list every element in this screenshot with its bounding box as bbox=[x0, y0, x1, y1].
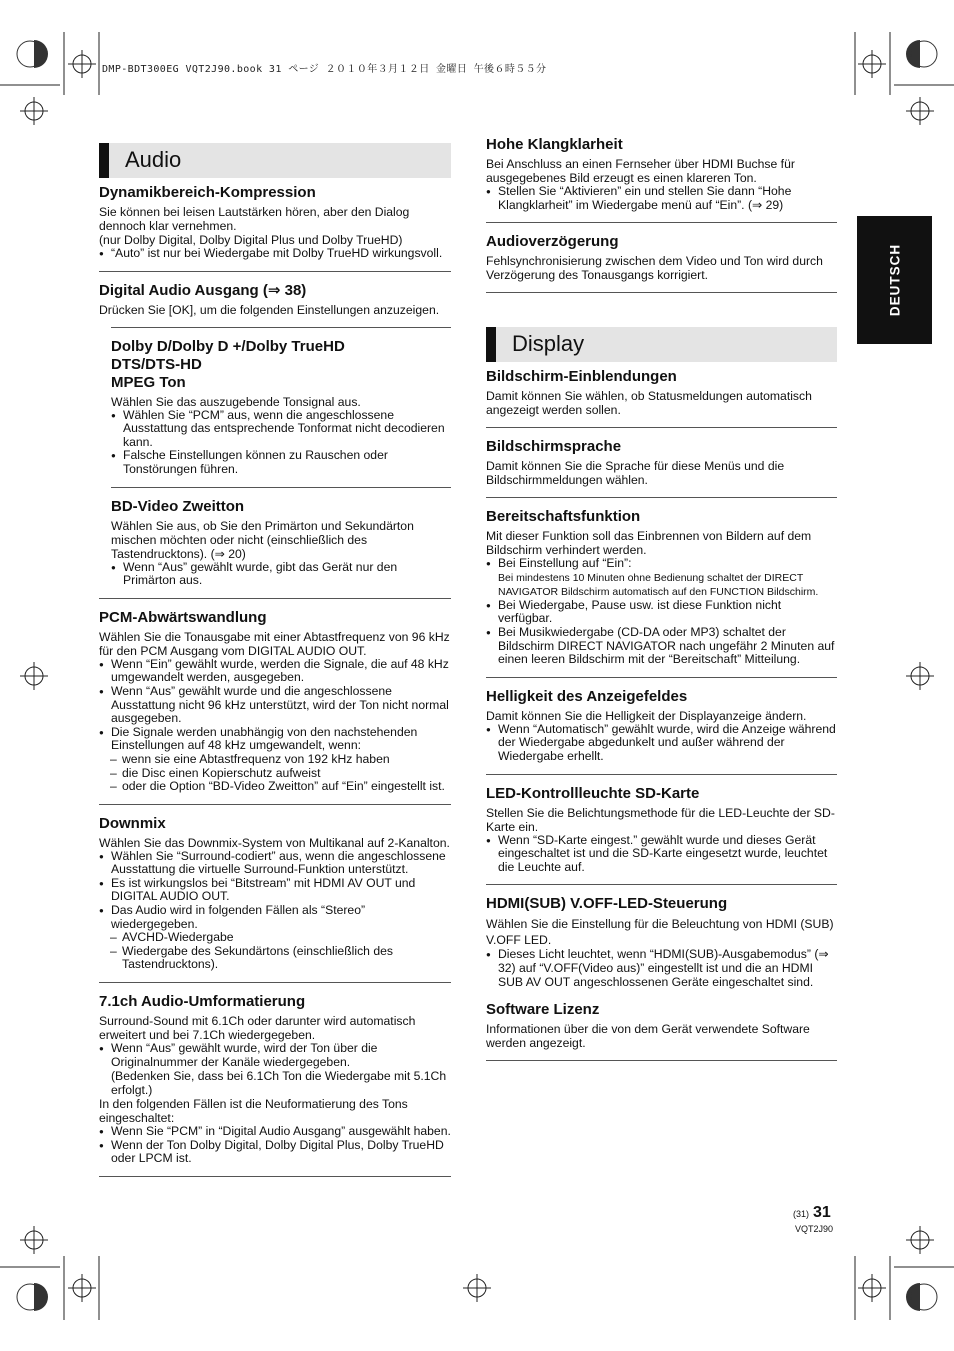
item-bd-zweitton: BD-Video Zweitton Wählen Sie aus, ob Sie den Primärton und Sekundärton mischen möchten oder nicht (einschließlich des Tastendrucktons). (⇒ 20) ● Wenn “Aus” gewählt wurde, gibt das Gerät nur den Primärton aus. bbox=[99, 498, 451, 588]
divider bbox=[486, 1060, 837, 1061]
divider bbox=[486, 292, 837, 293]
item-dolby: Dolby D/Dolby D +/Dolby TrueHD DTS/DTS-HD MPEG Ton Wählen Sie das auszugebende Tonsignal aus. ● Wählen Sie “PCM” aus, wenn die angeschlossene Ausstattung das entsprechende Tonformat nicht decodieren kann. ● Falsche Einstellungen können zu Rauschen oder Tonstörungen führen. bbox=[99, 338, 451, 477]
divider bbox=[99, 1176, 451, 1177]
divider bbox=[99, 982, 451, 983]
divider bbox=[111, 487, 451, 488]
item-bildschirm-einblendungen: Bildschirm-Einblendungen Damit können Sie wählen, ob Statusmeldungen automatisch angezeigt werden sollen. bbox=[486, 368, 812, 418]
divider bbox=[99, 598, 451, 599]
language-tab-label: DEUTSCH bbox=[887, 243, 902, 317]
divider bbox=[486, 497, 837, 498]
item-bildschirmsprache: Bildschirmsprache Damit können Sie die Sprache für diese Menüs und die Bildschirmmeldungen wählen. bbox=[486, 438, 785, 488]
item-bereitschaftsfunktion: Bereitschaftsfunktion Mit dieser Funktion soll das Einbrennen von Bildern auf dem Bildschirm verhindert werden. ● Bei Einstellung auf “Ein”: Bei mindestens 10 Minuten ohne Bedienung schaltet der DIRECT NAVIGATOR Bildschirm automatisch auf den FUNCTION Bildschirm. ● Bei Wiedergabe, Pause usw. ist diese Funktion nicht verfügbar. ● Bei Musikwiedergabe (CD-DA oder MP3) schaltet der Bildschirm DIRECT NAVIGATOR nach ungefähr 2 Minuten auf einen leeren Bildschirm mit der “Bereitschaft” Mitteilung. bbox=[486, 508, 837, 667]
divider bbox=[486, 222, 837, 223]
item-hdmi-sub-led: HDMI(SUB) V.OFF-LED-Steuerung Wählen Sie die Einstellung für die Beleuchtung von HDMI (SUB) V.OFF LED. ● Dieses Licht leuchtet, wenn “HDMI(SUB)-Ausgabemodus” (⇒ 32) auf “V.OFF(Video aus)” eingestellt ist und die an HDMI SUB AV OUT angeschlossenen Geräte eingeschaltet sind. bbox=[486, 895, 837, 989]
divider bbox=[486, 427, 837, 428]
item-pcm: PCM-Abwärtswandlung Wählen Sie die Tonausgabe mit einer Abtastfrequenz von 96 kHz für den PCM Ausgang vom DIGITAL AUDIO OUT. ● Wenn “Ein” gewählt wurde, werden die Signale, die auf 48 kHz umgewandelt werden, ausgegeben. ● Wenn “Aus” gewählt wurde und die angeschlossene Ausstattung nicht 96 kHz unterstützt, wird der Ton nicht normal ausgegeben. ● Die Signale werden unabhängig von den nachstehenden Einstellungen auf 48 kHz umgewandelt, wenn: – wenn sie eine Abtastfrequenz von 192 kHz haben – die Disc einen Kopierschutz aufweist – oder die Option “BD-Video Zweitton” auf “Ein” eingestellt ist. bbox=[99, 609, 451, 794]
divider bbox=[99, 804, 451, 805]
divider bbox=[111, 327, 451, 328]
section-title-display: Display bbox=[486, 327, 837, 362]
divider bbox=[99, 271, 451, 272]
item-software-lizenz: Software Lizenz Informationen über die von dem Gerät verwendete Software werden angezeigt. bbox=[486, 1001, 810, 1051]
item-digital-audio: Digital Audio Ausgang (⇒ 38) Drücken Sie [OK], um die folgenden Einstellungen anzuzeigen. bbox=[99, 281, 440, 317]
item-helligkeit: Helligkeit des Anzeigefeldes Damit können Sie die Helligkeit der Displayanzeige ändern. ● Wenn “Automatisch” gewählt wurde, wird die Anzeige während der Wiedergabe abgedunkelt und außer während der Wiedergabe erhellt. bbox=[486, 688, 837, 764]
language-tab bbox=[857, 216, 932, 344]
title-bar bbox=[99, 143, 109, 178]
item-audioverzoegerung: Audioverzögerung Fehlsynchronisierung zwischen dem Video und Ton wird durch Verzögerung des Tonausgangs korrigiert. bbox=[486, 233, 823, 283]
item-downmix: Downmix Wählen Sie das Downmix-System von Multikanal auf 2-Kanalton. ● Wählen Sie “Surround-codiert” aus, wenn die angeschlossene Ausstattung die virtuelle Surround-Funktion unterstützt. ● Es ist wirkungslos bei “Bitstream” mit HDMI AV OUT und DIGITAL AUDIO OUT. ● Das Audio wird in folgenden Fällen als “Stereo” wiedergegeben. – AVCHD-Wiedergabe – Wiedergabe des Sekundärtons (einschließlich des Tastendrucktons). bbox=[99, 815, 451, 972]
item-hohe-klangklarheit: Hohe Klangklarheit Bei Anschluss an einen Fernseher über HDMI Buchse für ausgegebenes Bild erzeugt es einen klareren Ton. ● Stellen Sie “Aktivieren” ein und stellen Sie dann “Hohe Klangklarheit” im Wiedergabe menü auf “Ein”. (⇒ 29) bbox=[486, 136, 837, 212]
title-bar bbox=[486, 327, 496, 362]
item-dynamik: Dynamikbereich-Kompression Sie können bei leisen Lautstärken hören, aber den Dialog dennoch klar vernehmen. (nur Dolby Digital, Dolby Digital Plus und Dolby TrueHD) ● “Auto” ist nur bei Wiedergabe mit Dolby TrueHD wirkungsvoll. bbox=[99, 184, 451, 261]
left-column bbox=[99, 143, 451, 1187]
print-header: DMP-BDT300EG VQT2J90.book 31 ページ ２０１０年３月１２日 金曜日 午後６時５５分 bbox=[102, 64, 547, 75]
item-71ch: 7.1ch Audio-Umformatierung Surround-Sound mit 6.1Ch oder darunter wird automatisch erweitert und bei 7.1Ch wiedergegeben. ● Wenn “Aus” gewählt wurde, wird der Ton über die Originalnummer der Kanäle wiedergegeben. (Bedenken Sie, dass bei 6.1Ch Ton die Wiedergabe mit 5.1Ch erfolgt.) In den folgenden Fällen ist die Neuformatierung des Tons eingeschaltet: ● Wenn Sie “PCM” in “Digital Audio Ausgang” ausgewählt haben. ● Wenn der Ton Dolby Digital, Dolby Digital Plus, Dolby TrueHD oder LPCM ist. bbox=[99, 993, 451, 1166]
section-title-audio: Audio bbox=[99, 143, 451, 178]
doc-code: VQT2J90 bbox=[795, 1224, 834, 1234]
divider bbox=[486, 884, 837, 885]
item-led-sd-karte: LED-Kontrollleuchte SD-Karte Stellen Sie die Belichtungsmethode für die LED-Leuchte der SD-Karte ein. ● Wenn “SD-Karte eingest.” gewählt wurde und dieses Gerät eingeschaltet ist und die SD-Karte eingesetzt wurde, leuchtet die Leuchte auf. bbox=[486, 785, 837, 875]
page-number: (31) 31 bbox=[793, 1204, 831, 1221]
divider bbox=[486, 677, 837, 678]
right-column bbox=[486, 136, 837, 1071]
divider bbox=[486, 774, 837, 775]
